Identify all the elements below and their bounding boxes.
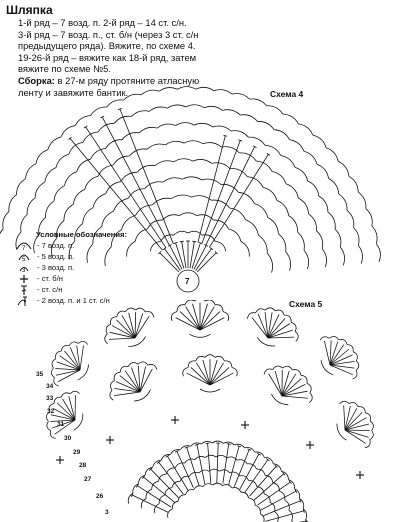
chain-loop [289, 510, 293, 520]
chain-loop [177, 87, 195, 90]
chain-loop [124, 94, 142, 100]
chain-loop [3, 211, 9, 228]
chain-loop [338, 161, 349, 176]
chain-loop [298, 124, 312, 135]
chain-loop [222, 110, 240, 115]
chain-loop [241, 241, 250, 256]
chain-loop [119, 364, 129, 372]
chain-loop [354, 228, 359, 246]
chain-loop [135, 229, 147, 241]
chain-loop [9, 195, 17, 212]
chain-loop [215, 241, 226, 251]
chain-loop [339, 194, 347, 211]
chain-loop [177, 305, 185, 312]
chain-loop [195, 300, 206, 301]
chain-loop [202, 179, 221, 184]
chain-loop [73, 190, 85, 205]
chain-loop [189, 472, 199, 476]
chain-loop [335, 229, 341, 247]
legend-item: 5 - 5 возд. п. [8, 251, 127, 262]
chain-loop [366, 209, 372, 226]
dc-stitch [195, 444, 199, 445]
chain-loop [147, 144, 165, 149]
dc-stitch [71, 346, 93, 370]
chain-loop [165, 141, 184, 145]
chain-loop [358, 405, 366, 415]
chain-loop [267, 253, 272, 273]
chain-loop [241, 492, 249, 498]
chain-loop [358, 192, 366, 209]
chain-loop [138, 360, 148, 370]
chain-loop [365, 411, 372, 421]
chain-loop [326, 148, 338, 162]
chain-loop [272, 171, 286, 183]
chain-loop [275, 308, 285, 315]
chain-loop [125, 306, 135, 315]
chain-loop [267, 106, 283, 114]
chain-loop [178, 495, 185, 502]
chain-loop [159, 88, 177, 92]
chain-loop [250, 99, 267, 106]
chain-loop [127, 241, 136, 256]
chain-loop [122, 215, 136, 229]
chain-loop [367, 420, 375, 430]
chain-loop [65, 172, 77, 186]
chain-loop [102, 211, 114, 226]
chain-loop [186, 105, 205, 108]
chain-loop [182, 177, 201, 180]
chain-loop [340, 247, 344, 265]
dc-stitch [251, 314, 276, 338]
chain-loop [265, 306, 275, 314]
chain-loop [184, 141, 203, 144]
chain-loop [70, 389, 80, 397]
row-number: 3 [105, 509, 109, 516]
dc-stitch [132, 495, 168, 512]
section-title: Шляпка [6, 3, 53, 17]
chain-loop [108, 316, 118, 325]
chain-loop [48, 431, 58, 439]
chain-loop [358, 245, 362, 263]
chain-loop [298, 198, 308, 214]
chain-loop [317, 164, 329, 178]
chain-loop [209, 469, 219, 471]
chain-5-icon [8, 252, 37, 262]
chain-loop [172, 501, 178, 509]
chain-loop [298, 232, 305, 250]
chain-loop [145, 182, 163, 189]
chain-loop [45, 168, 56, 183]
svg-text:5: 5 [22, 256, 26, 262]
chain-loop [237, 460, 247, 464]
chain-loop [54, 350, 62, 359]
row-number: 29 [73, 449, 81, 456]
dc-stitch [168, 456, 189, 490]
legend-item: - 2 возд. п. и 1 ст. с/н [8, 295, 127, 306]
dc-stitch [60, 396, 83, 420]
legend-item: - ст. б/н [8, 273, 127, 284]
chain-loop [145, 309, 154, 319]
assembly-label: Сборка: [18, 74, 55, 86]
chain-loop [54, 186, 65, 201]
shell-motif [183, 355, 237, 392]
chain-loop [366, 430, 375, 439]
legend-title: Условные обозначения: [36, 230, 128, 239]
chain-loop [128, 360, 138, 369]
chain-loop [157, 124, 176, 128]
chain-loop [85, 176, 98, 189]
chain-loop [256, 337, 275, 348]
chain-loop [155, 161, 174, 166]
chain-loop [91, 107, 107, 116]
shell-motif [96, 300, 162, 358]
chain-loop [139, 127, 157, 132]
dc-stitch [58, 364, 80, 388]
chain-loop [213, 483, 223, 485]
chain-loop [193, 159, 212, 163]
chain-3-icon [8, 263, 37, 273]
chain-loop [322, 249, 326, 268]
dc-stitch [114, 382, 140, 405]
shell-motif [240, 300, 305, 356]
chain-loop [308, 181, 319, 196]
chain-loop [163, 215, 180, 220]
chain-loop [148, 362, 157, 372]
chain-loop [121, 172, 138, 181]
chain-loop [132, 111, 150, 117]
chain-loop [273, 483, 280, 491]
chain-loop [107, 100, 124, 107]
chain-loop [317, 231, 323, 249]
dc-stitch [177, 451, 194, 487]
row-number: 26 [96, 493, 104, 500]
chain-loop [351, 351, 360, 361]
dc-stitch [206, 147, 255, 246]
chain-loop [246, 220, 259, 235]
dc-stitch [180, 241, 184, 242]
sc-icon [8, 274, 37, 284]
chain-loop [292, 331, 301, 341]
chain-loop [205, 300, 215, 305]
chain-loop [376, 244, 380, 262]
chain-loop [258, 121, 275, 129]
row-number: 30 [64, 435, 72, 442]
chain-loop [288, 322, 298, 331]
chain-loop [212, 163, 230, 169]
chain-loop [174, 231, 188, 235]
chain-loop [240, 115, 257, 122]
chain-loop [256, 307, 266, 316]
chain-loop [188, 361, 196, 368]
chain-loop [74, 413, 85, 431]
chain-loop [106, 140, 122, 149]
chain-loop [35, 182, 45, 198]
dc-stitch [159, 462, 184, 494]
chain-loop [347, 343, 355, 352]
chain-loop [179, 213, 196, 216]
legend-item: 7 - 7 возд. п. [8, 240, 127, 251]
dc-stitch [120, 109, 173, 244]
chain-loop [211, 200, 229, 208]
chain-loop [350, 370, 360, 379]
chain-loop [290, 140, 304, 152]
dc-stitch [210, 248, 213, 250]
chain-loop [203, 143, 222, 148]
chain-loop [203, 484, 213, 487]
chain-loop [258, 235, 267, 253]
chain-loop [264, 367, 273, 377]
chain-loop [113, 156, 129, 165]
chain-loop [190, 334, 211, 337]
chain-loop [289, 216, 298, 233]
chain-loop [275, 512, 279, 522]
instruction-line: 19-26-й ряд – вяжите как 18-й ряд, затем [18, 51, 197, 63]
svg-text:3: 3 [22, 267, 26, 273]
chain-loop [247, 311, 256, 321]
chain-loop [53, 395, 61, 405]
chain-loop [191, 196, 211, 201]
row-number: 34 [46, 383, 54, 390]
dc-stitch [266, 459, 269, 461]
chain-loop [215, 356, 224, 361]
chain-loop [286, 252, 291, 271]
row-number: 31 [57, 421, 65, 428]
chain-loop [349, 176, 358, 192]
dc-stitch [197, 445, 205, 484]
dc-stitch [187, 447, 199, 485]
chain-loop [283, 364, 293, 373]
chain-loop [200, 389, 220, 392]
scheme4-caption: Схема 4 [270, 89, 304, 99]
chain-loop [214, 90, 232, 94]
instruction-line: вяжите по схеме №5. [18, 63, 111, 75]
chain-loop [75, 116, 90, 126]
chain-loop [185, 459, 195, 463]
chain-loop [254, 204, 267, 218]
chain-loop [304, 151, 317, 164]
chain-loop [255, 505, 260, 513]
chain-loop [204, 106, 222, 110]
chain-loop [274, 130, 290, 140]
chain-loop [292, 368, 302, 376]
dc-stitch [137, 486, 171, 507]
chain-loop [205, 455, 216, 457]
chain-loop [50, 358, 59, 368]
chain-loop [167, 105, 185, 108]
dc-stitch [192, 241, 196, 242]
dc-stitch [166, 455, 170, 457]
chain-loop [313, 135, 326, 148]
shell-motif [100, 352, 166, 414]
dc-icon [8, 285, 37, 295]
chain-loop [155, 504, 160, 513]
dc-stitch [144, 477, 175, 502]
dc-stitch [258, 482, 291, 505]
shell-motif [326, 393, 383, 456]
chain-loop [232, 93, 250, 99]
dc-stitch [237, 446, 241, 447]
dc-stitch [261, 491, 296, 510]
chain-loop [135, 306, 145, 315]
chain-loop [281, 156, 295, 168]
chain-loop [283, 314, 293, 322]
legend [8, 230, 127, 306]
chain-loop [180, 476, 189, 481]
chain-loop [229, 229, 241, 241]
dc-stitch [202, 140, 240, 243]
chain-loop [27, 198, 35, 215]
row-number: 27 [84, 476, 92, 483]
chain-loop [194, 123, 213, 127]
chain-loop [199, 470, 209, 473]
chain-loop [249, 498, 256, 505]
chain-loop [163, 178, 182, 182]
chain-loop [26, 164, 37, 179]
dc-stitch [227, 444, 231, 445]
chain-loop [56, 154, 69, 167]
chain-loop [213, 126, 231, 131]
shell-motif [255, 356, 321, 417]
dc-stitch [208, 443, 211, 483]
chain-loop [223, 485, 232, 488]
dc-stitch [198, 136, 225, 243]
chain-loop [48, 137, 61, 150]
chain-loop [372, 226, 377, 244]
chain-loop [141, 90, 159, 95]
chain-loop [329, 179, 339, 194]
chain-loop [168, 509, 173, 518]
scheme5-diagram [0, 300, 414, 522]
chain-loop [257, 487, 264, 494]
chain-loop [93, 194, 106, 208]
chain-loop [185, 300, 195, 305]
chain-loop [224, 361, 232, 368]
chain-loop [352, 361, 361, 370]
chain-loop [183, 368, 188, 377]
chain-loop [16, 179, 25, 195]
dc-stitch [123, 313, 142, 338]
chain-loop [69, 142, 83, 154]
chain-loop [319, 196, 328, 212]
row-number: 32 [47, 408, 55, 415]
chain-loop [283, 114, 299, 124]
chain-loop [165, 488, 172, 496]
chain-loop [196, 87, 214, 90]
chain-loop [347, 210, 354, 227]
chain-loop [328, 212, 335, 229]
chain-loop [363, 440, 373, 449]
chain-loop [176, 123, 195, 126]
chain-loop [260, 514, 264, 522]
dc-stitch [245, 460, 268, 493]
chain-loop [230, 169, 247, 177]
chain-loop [196, 356, 205, 361]
chain-loop [45, 201, 54, 218]
chain-loop [149, 107, 167, 111]
chain-loop [265, 475, 273, 482]
instruction-line: 3-й ряд – 7 возд. п., ст. б/н (через 3 ст. с/н [18, 28, 199, 40]
chain-loop [304, 250, 309, 269]
chain-loop [263, 187, 277, 200]
svg-text:7: 7 [22, 245, 26, 251]
chain-loop [232, 368, 237, 377]
chain-loop [247, 177, 263, 188]
dc-stitch [330, 358, 353, 382]
chain-loop [0, 229, 3, 247]
shell-motif [171, 300, 228, 337]
chain-loop [248, 137, 265, 145]
chain-loop [309, 214, 317, 231]
chain-loop [49, 368, 58, 377]
chain-loop [106, 182, 121, 194]
chain-loop [36, 150, 48, 164]
dc-stitch [223, 135, 227, 136]
dc-stitch [133, 369, 159, 392]
chain-loop [174, 159, 193, 162]
dc-stitch [217, 443, 218, 483]
chain-loop [230, 208, 246, 220]
chain-loop [273, 364, 283, 374]
chain-loop [137, 165, 155, 172]
legend-item: 3 - 3 возд. п. [8, 262, 127, 273]
dc-stitch [316, 341, 339, 365]
scheme4-center-label: 7 [185, 277, 190, 286]
chain-loop [231, 131, 249, 138]
chain-loop [278, 234, 285, 252]
chain-loop [286, 184, 298, 198]
chain-loop [194, 486, 203, 490]
chain-loop [268, 218, 279, 234]
assembly-text: в 27-м ряду протяните атласную [57, 74, 200, 86]
dc-stitch [223, 444, 229, 484]
dc-stitch [345, 418, 369, 436]
chain-loop [61, 126, 75, 137]
chain-loop [171, 195, 191, 199]
instruction-line: предыдущего ряда). Вяжите, по схеме 4. [18, 40, 196, 52]
row-number: 33 [46, 395, 54, 402]
row-number: 35 [36, 371, 44, 378]
chain-loop [232, 488, 241, 493]
chain-loop [277, 200, 289, 215]
chain-loop [215, 305, 223, 312]
chain-loop [166, 468, 175, 474]
chain-loop [295, 167, 308, 181]
chain-loop [64, 204, 73, 220]
chain-loop [159, 474, 167, 481]
chain-loop [83, 208, 93, 224]
chain-loop [205, 355, 215, 358]
chain-loop [45, 421, 54, 430]
chain-loop [116, 309, 126, 316]
chain-7-icon [8, 241, 37, 251]
assembly-line: ленту и завяжите бантик. [18, 86, 129, 98]
instruction-line: 1-й ряд – 7 возд. п. 2-й ряд – 14 ст. с/н. [18, 17, 187, 28]
row-number: 28 [79, 462, 87, 469]
shell-motif [308, 327, 368, 389]
scheme5-caption: Схема 5 [289, 299, 323, 309]
legend-item: - ст. с/н [8, 284, 127, 295]
chain-loop [223, 312, 229, 321]
chain-loop [171, 312, 177, 321]
chain-loop [185, 490, 193, 495]
